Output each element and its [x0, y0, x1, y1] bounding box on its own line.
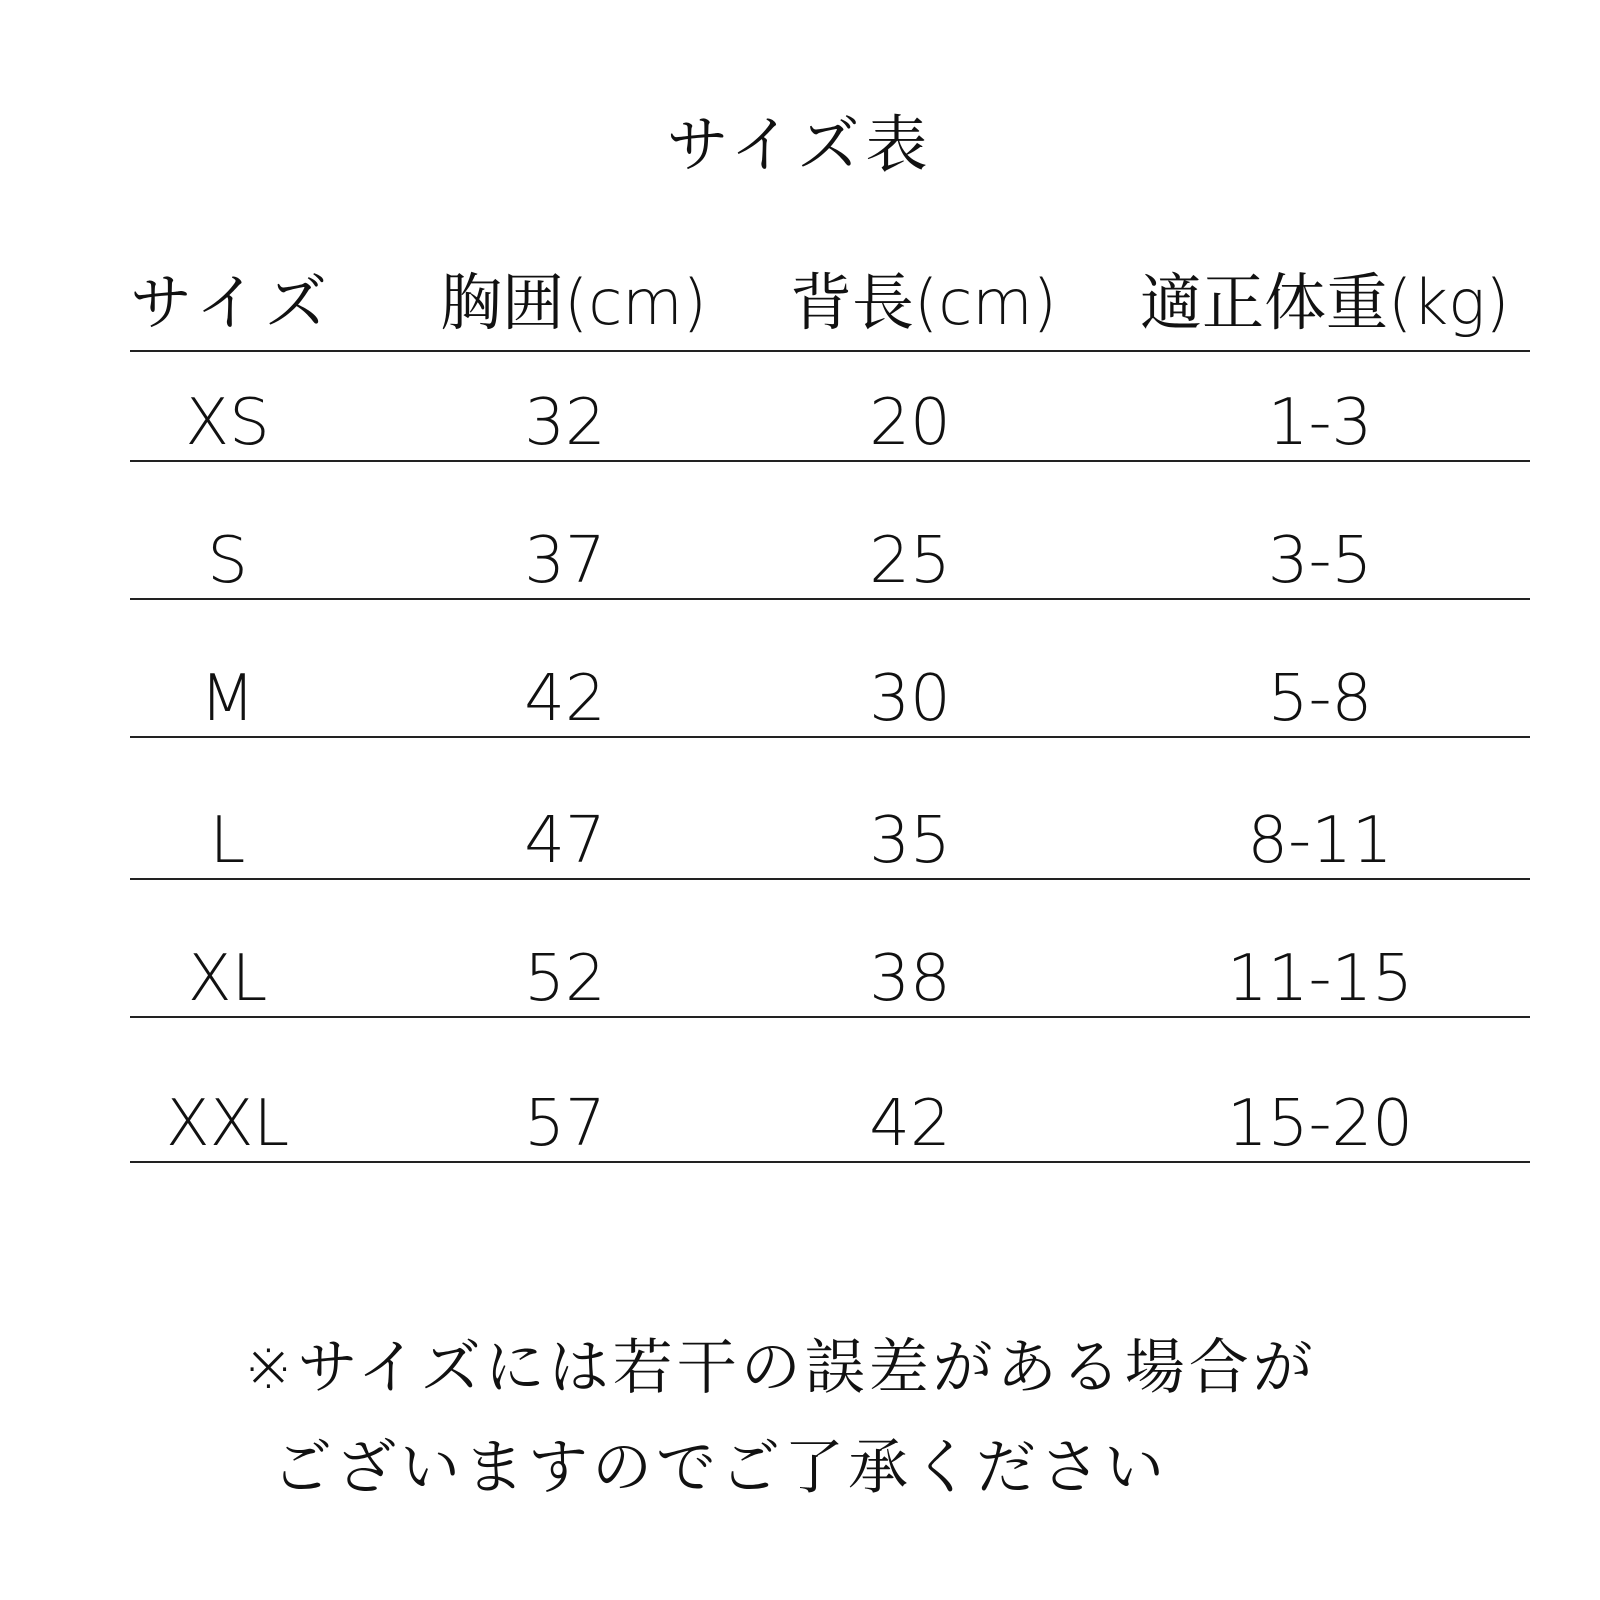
cell-weight: 15-20	[1227, 1087, 1413, 1161]
cell-weight: 5-8	[1267, 662, 1373, 736]
cell-chest: 37	[524, 524, 606, 598]
cell-back-length: 35	[869, 804, 951, 878]
cell-back-length: 30	[869, 662, 951, 736]
table-row	[130, 352, 1530, 462]
cell-size: XL	[187, 942, 268, 1016]
cell-size: M	[199, 662, 256, 736]
cell-weight: 1-3	[1267, 386, 1373, 460]
header-size: サイズ	[130, 266, 336, 339]
table-row	[130, 600, 1530, 738]
cell-chest: 57	[524, 1087, 606, 1161]
cell-size: XXL	[165, 1087, 290, 1161]
cell-size: XS	[185, 386, 270, 460]
cell-weight: 11-15	[1227, 942, 1413, 1016]
note-line-2: ございますのでご了承ください	[272, 1433, 1168, 1503]
cell-back-length: 38	[869, 942, 951, 1016]
table-header-row	[130, 250, 1530, 352]
cell-back-length: 42	[869, 1087, 951, 1161]
cell-back-length: 20	[869, 386, 951, 460]
header-back-length: 背長(cm)	[790, 266, 1057, 339]
table-row	[130, 1018, 1530, 1163]
page-title: サイズ表	[666, 108, 934, 181]
cell-chest: 52	[524, 942, 606, 1016]
cell-weight: 8-11	[1247, 804, 1393, 878]
cell-weight: 3-5	[1267, 524, 1373, 598]
cell-chest: 42	[524, 662, 606, 736]
table-row	[130, 738, 1530, 880]
cell-chest: 32	[524, 386, 606, 460]
cell-size: S	[207, 524, 248, 598]
table-row	[130, 462, 1530, 600]
size-table	[130, 250, 1530, 1163]
note-line-1: ※サイズには若干の誤差がある場合が	[243, 1333, 1317, 1403]
cell-back-length: 25	[869, 524, 951, 598]
header-chest: 胸囲(cm)	[440, 266, 707, 339]
table-row	[130, 880, 1530, 1018]
cell-size: L	[209, 804, 246, 878]
cell-chest: 47	[524, 804, 606, 878]
header-weight: 適正体重(kg)	[1140, 266, 1510, 339]
